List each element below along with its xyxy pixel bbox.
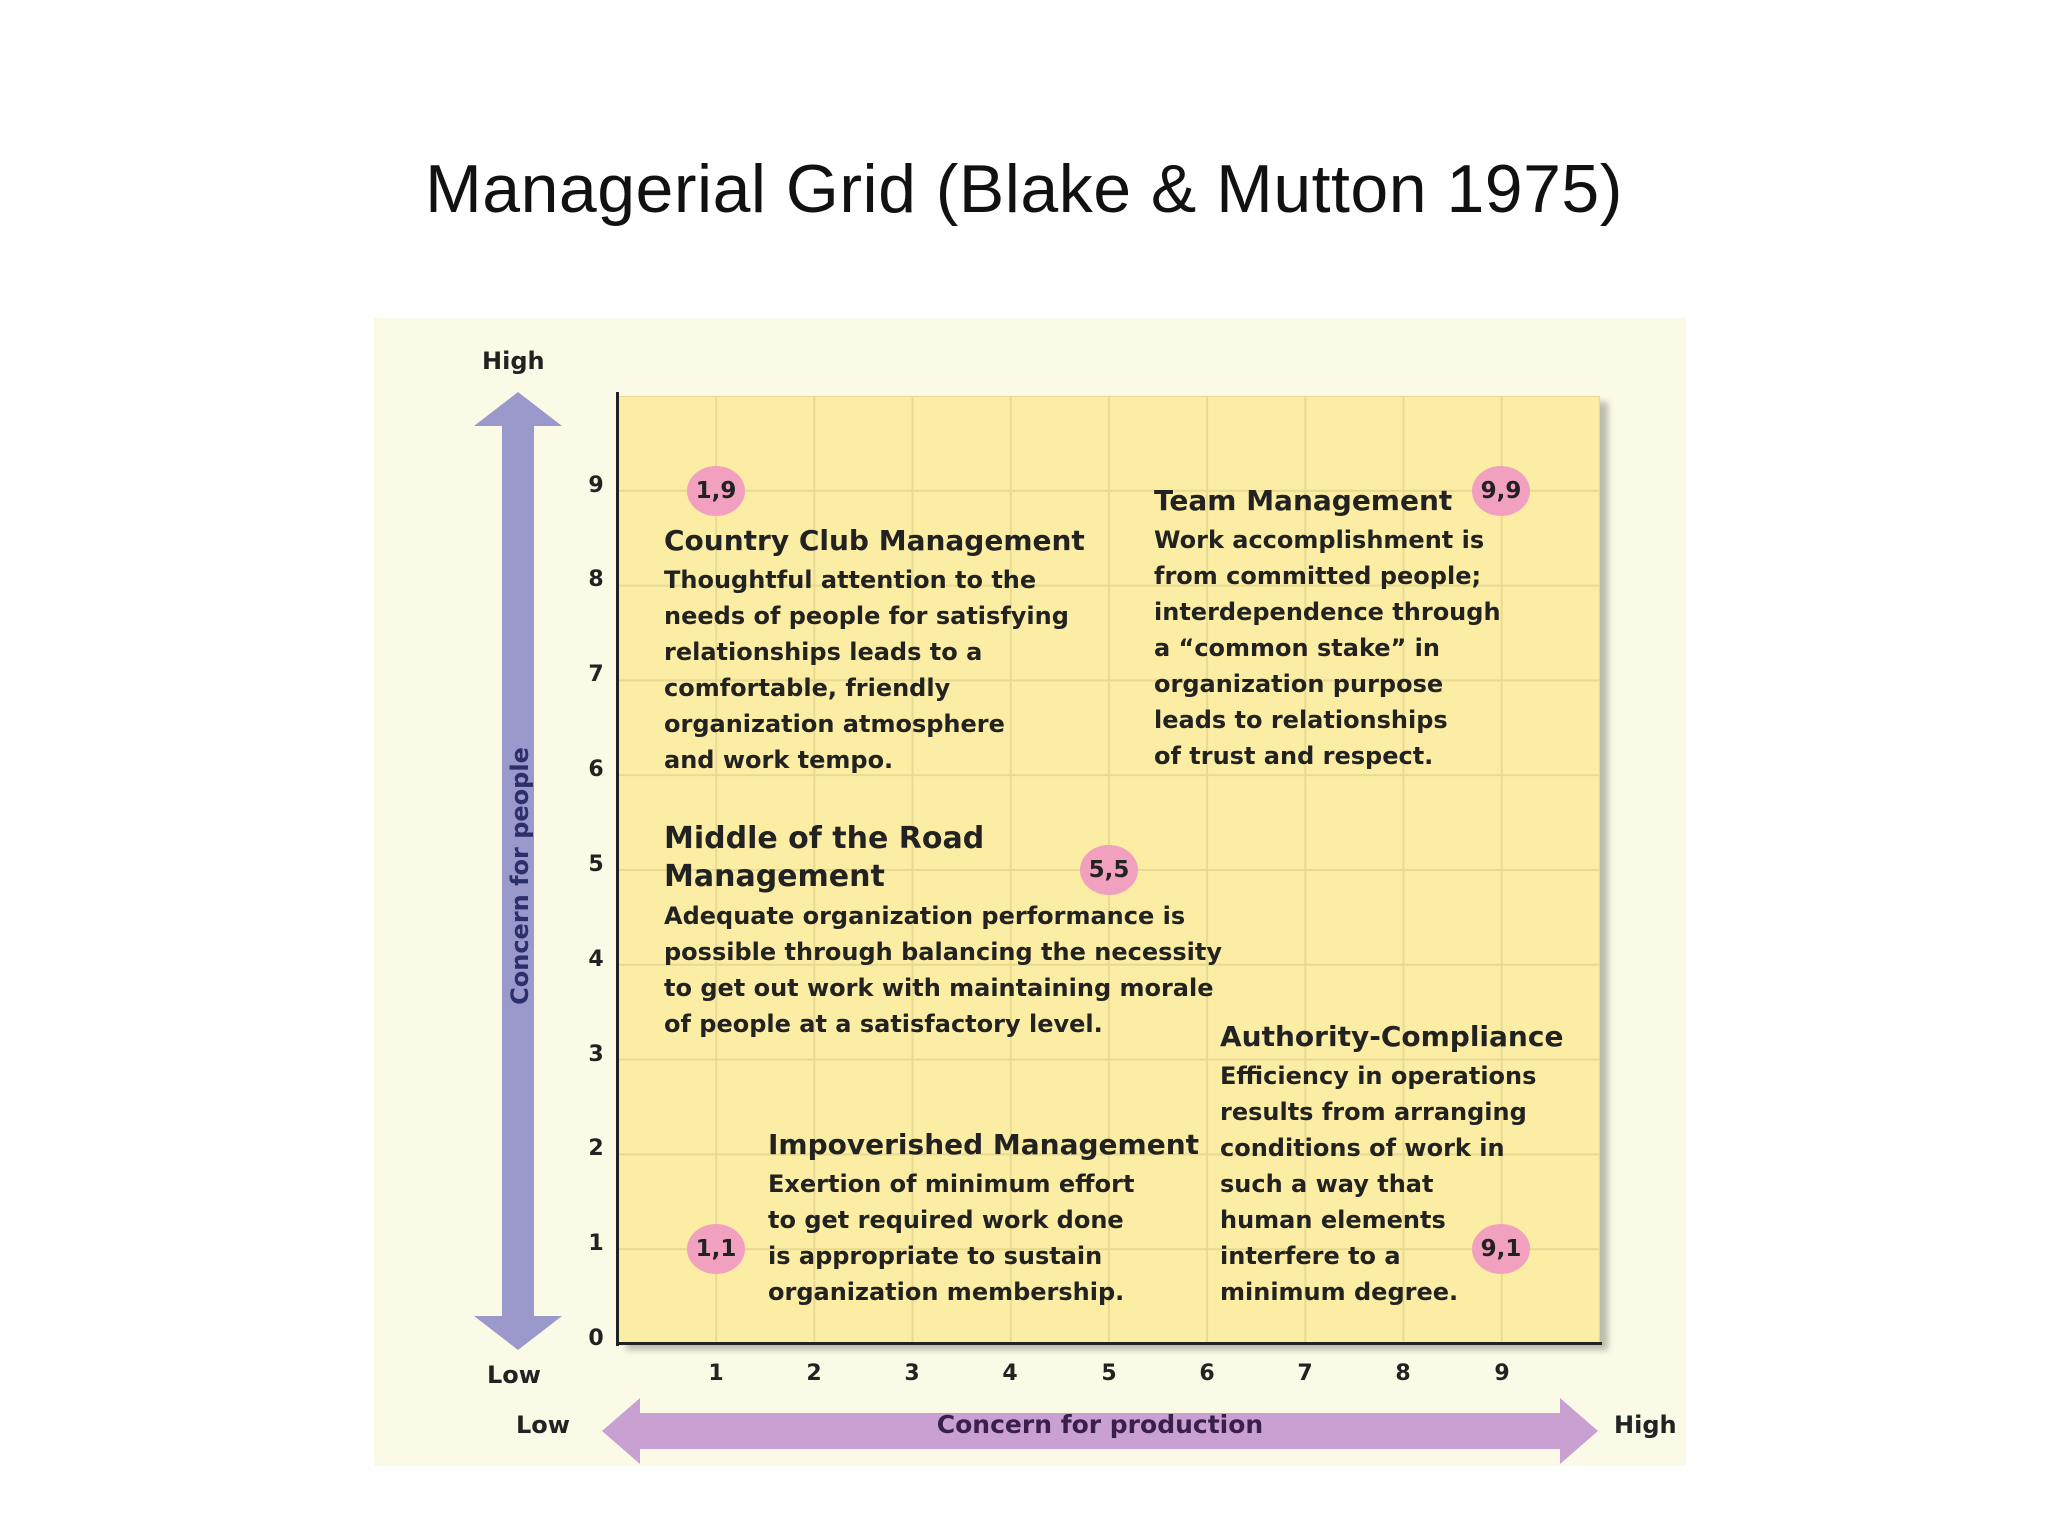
style-heading: Country Club Management (664, 524, 1085, 557)
y-tick-4: 4 (588, 947, 604, 972)
badge-1-1: 1,1 (687, 1224, 745, 1274)
y-axis-low-label: Low (487, 1361, 541, 1389)
style-heading: Impoverished Management (768, 1128, 1200, 1161)
y-axis-label: Concern for people (506, 747, 534, 1005)
x-tick-9: 9 (1494, 1361, 1510, 1386)
x-tick-4: 4 (1002, 1361, 1018, 1386)
x-tick-7: 7 (1297, 1361, 1313, 1386)
y-tick-0: 0 (588, 1326, 604, 1351)
style-description: Work accomplishment is from committed people; interdependence through a “common stake” in organization purpose leads to relationships of trust and respect. (1154, 526, 1501, 770)
x-tick-2: 2 (806, 1361, 822, 1386)
style-heading: Team Management (1154, 484, 1453, 517)
x-tick-5: 5 (1101, 1361, 1117, 1386)
slide-title: Managerial Grid (Blake & Mutton 1975) (425, 151, 1623, 227)
x-tick-6: 6 (1199, 1361, 1215, 1386)
x-axis-high-label: High (1614, 1411, 1677, 1439)
style-description: Adequate organization performance is possible through balancing the necessity to get out work with maintaining morale of people at a satisfactory level. (664, 902, 1223, 1038)
y-tick-9: 9 (588, 473, 604, 498)
x-axis-line (616, 1342, 1602, 1345)
y-tick-5: 5 (588, 852, 604, 877)
country-club-management (664, 522, 1085, 778)
team-management (1154, 482, 1501, 774)
style-heading: Middle of the Road Management (664, 821, 985, 894)
y-tick-8: 8 (588, 567, 604, 592)
x-tick-8: 8 (1395, 1361, 1411, 1386)
y-tick-1: 1 (588, 1231, 604, 1256)
middle-of-the-road-management (664, 820, 1222, 1042)
x-axis-low-label: Low (516, 1411, 570, 1439)
authority-compliance (1220, 1018, 1563, 1310)
badge-5-5: 5,5 (1080, 845, 1138, 895)
x-tick-1: 1 (708, 1361, 724, 1386)
y-tick-3: 3 (588, 1042, 604, 1067)
impoverished-management (768, 1126, 1199, 1310)
y-tick-7: 7 (588, 662, 604, 687)
y-tick-2: 2 (588, 1136, 604, 1161)
x-tick-3: 3 (904, 1361, 920, 1386)
x-axis-label: Concern for production (936, 1410, 1264, 1439)
style-description: Efficiency in operations results from arranging conditions of work in such a way that human elements interfere to a minimum degree. (1220, 1062, 1537, 1306)
y-tick-6: 6 (588, 757, 604, 782)
style-description: Thoughtful attention to the needs of people for satisfying relationships leads to a comfortable, friendly organization atmosphere and work tempo. (664, 566, 1069, 774)
style-description: Exertion of minimum effort to get required work done is appropriate to sustain organization membership. (768, 1170, 1135, 1306)
badge-9-1: 9,1 (1472, 1224, 1530, 1274)
badge-9-9: 9,9 (1472, 466, 1530, 516)
badge-1-9: 1,9 (687, 466, 745, 516)
style-heading: Authority-Compliance (1220, 1020, 1564, 1053)
y-axis-high-label: High (482, 347, 545, 375)
y-axis-line (616, 392, 619, 1346)
